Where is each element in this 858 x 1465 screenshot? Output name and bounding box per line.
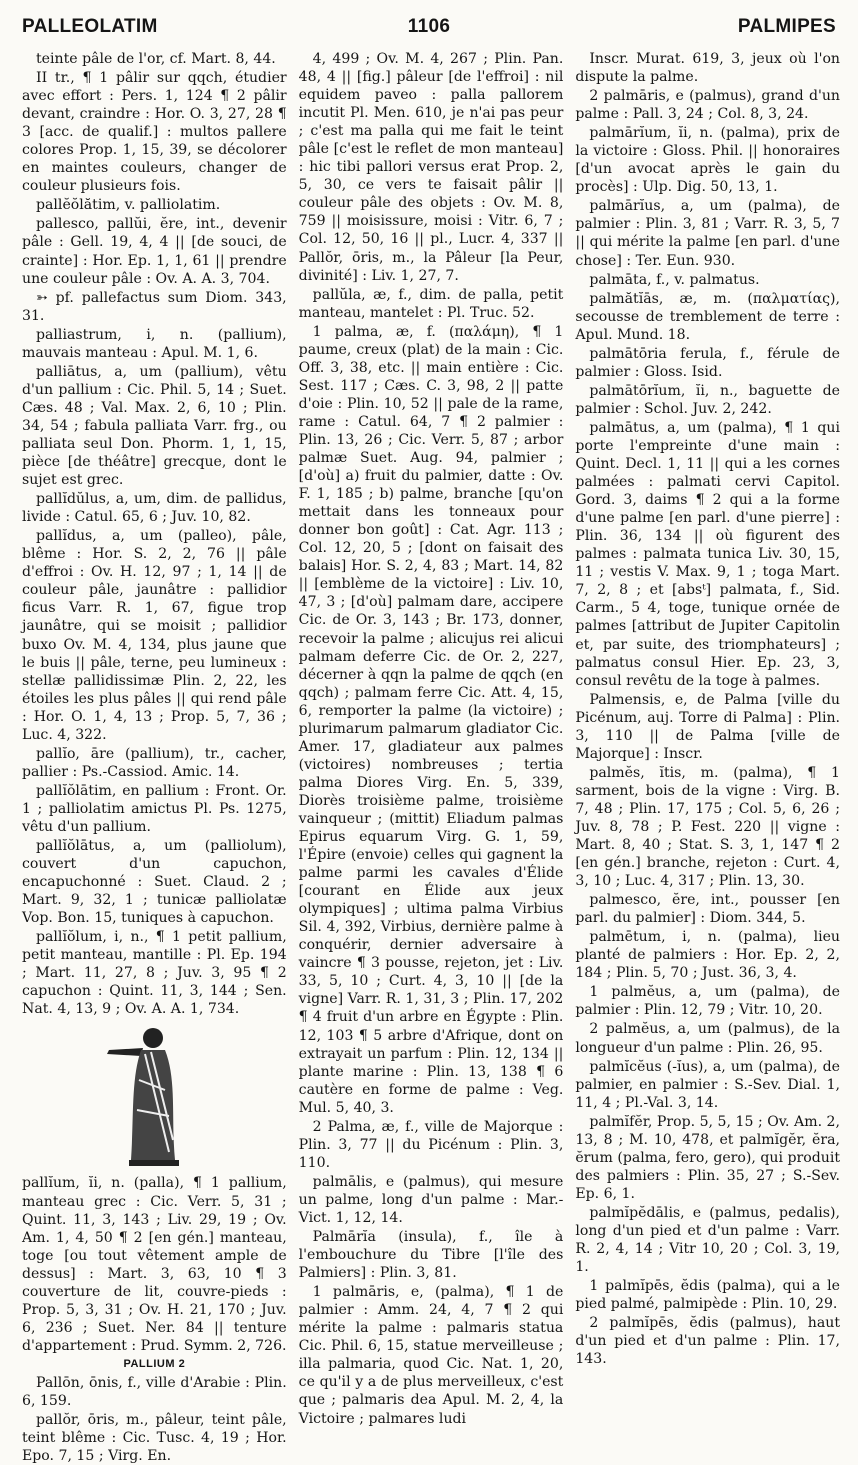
dictionary-entry: Palmensis, e, de Palma [ville du Picénum, auj. Torre di Palma] : Plin. 3, 110 || de Palma [ville de Majorque] : Inscr. — [575, 691, 841, 762]
dictionary-entry: 2 Palma, æ, f., ville de Majorque : Plin. 3, 77 || du Picénum : Plin. 3, 110. — [298, 1118, 564, 1171]
dictionary-entry: pallĭŏlātus, a, um (palliolum), couvert d'un capuchon, encapuchonné : Suet. Claud. 2 ; Mart. 9, 32, 1 ; tunicæ palliolatæ Vop. Bon. 15, tuniques à capuchon. — [22, 838, 287, 927]
dictionary-entry: pallĭŏlātim, en pallium : Front. Or. 1 ; palliolatim amictus Pl. Ps. 1275, vêtu d'un pallium. — [22, 782, 287, 835]
dictionary-entry: palmārĭum, ĭi, n. (palma), prix de la victoire : Gloss. Phil. || honoraires [d'un avocat après le gain du procès] : Ulp. Dig. 50, 13, 1. — [575, 125, 841, 196]
dictionary-entry: pallĭŏlum, i, n., ¶ 1 petit pallium, petit manteau, mantille : Pl. Ep. 194 ; Mart. 11, 27, 8 ; Juv. 3, 95 ¶ 2 capuchon : Quint. 11, 3, 144 ; Sen. Nat. 4, 13, 9 ; Ov. A. A. 1, 734. — [22, 929, 287, 1018]
dictionary-entry: II tr., ¶ 1 pâlir sur qqch, étudier avec effort : Pers. 1, 124 ¶ 2 pâlir devant, craindre : Hor. O. 3, 27, 28 ¶ 3 [acc. de qualif.] : multos pallere colores Prop. 1, 15, 39, se décolorer en maintes couleurs, changer de couleur plusieurs fois. — [22, 70, 287, 195]
dictionary-entry: pallĭdus, a, um (palleo), pâle, blême : Hor. S. 2, 2, 76 || pâle d'effroi : Ov. H. 12, 97 ; 1, 14 || de couleur pâle, jaunâtre : pallidior ficus Varr. R. 1, 67, figue trop jaunâtre, qui se moisit ; pallidior buxo Ov. M. 4, 134, plus jaune que le buis || pâle, terne, peu lumineux : stellæ pallidissimæ Plin. 2, 22, les étoiles les plus pâles || qui rend pâle : Hor. O. 1, 4, 13 ; Prop. 5, 7, 36 ; Luc. 4, 322. — [22, 528, 287, 743]
illustrated-entry — [22, 1020, 287, 1373]
header-left-guideword: PALLEOLATIM — [22, 16, 158, 37]
column-2 — [298, 50, 564, 1427]
running-header — [22, 14, 836, 40]
dictionary-entry: 2 palmĕus, a, um (palmus), de la longueur d'un palme : Plin. 26, 95. — [575, 1021, 841, 1056]
dictionary-entry: palmētum, i, n. (palma), lieu planté de palmiers : Hor. Ep. 2, 2, 184 ; Plin. 5, 70 ; Just. 36, 3, 4. — [575, 929, 841, 982]
dictionary-entry: 1 palmĭpēs, ĕdis (palma), qui a le pied palmé, palmipède : Plin. 10, 29. — [575, 1278, 841, 1313]
pallium-illustration — [22, 1020, 287, 1170]
dictionary-entry: 1 palma, æ, f. (παλάμη), ¶ 1 paume, creux (plat) de la main : Cic. Off. 3, 38, etc. || main entière : Cic. Sest. 117 ; Cæs. C. 3, 98, 2 || patte d'oie : Plin. 10, 52 || pale de la rame, rame : Catul. 64, 7 ¶ 2 palmier : Plin. 13, 26 ; Cic. Verr. 5, 87 ; arbor palmæ Suet. Aug. 94, palmier ; [d'où] a) fruit du palmier, datte : Ov. F. 1, 185 ; b) palme, branche [qu'on mettait dans les tonneaux pour donner bon goût] : Cat. Agr. 113 ; Col. 12, 20, 5 ; [dont on faisait des balais] Hor. S. 2, 4, 83 ; Mart. 14, 82 || [emblème de la victoire] : Liv. 10, 47, 3 ; [d'où] palmam dare, accipere Cic. de Or. 3, 143 ; Br. 173, donner, recevoir la palme ; alicujus rei alicui palmam deferre Cic. de Or. 2, 227, décerner à qqn la palme de qqch (en qqch) ; palmam ferre Cic. Att. 4, 15, 6, remporter la palme (la victoire) ; plurimarum palmarum gladiator Cic. Amer. 17, gladiateur aux palmes (victoires) nombreuses ; tertia palma Diores Virg. En. 5, 339, Diorès troisième palme, troisième vainqueur ; (mittit) Eliadum palmas Epirus equarum Virg. G. 1, 59, l'Épire (envoie) celles qui gagnent la palme parmi les cavales d'Élide [courant en Élide aux jeux olympiques] ; ultima palma Virbius Sil. 4, 392, Virbius, dernière palme à conquérir, dernier adversaire à vaincre ¶ 3 pousse, rejeton, jet : Liv. 33, 5, 10 ; Curt. 4, 3, 10 || [de la vigne] Varr. R. 1, 31, 3 ; Plin. 17, 202 ¶ 4 fruit d'un arbre en Égypte : Plin. 12, 103 ¶ 5 arbre d'Afrique, dont on extrayait un parfum : Plin. 12, 134 || plante marine : Plin. 13, 138 ¶ 6 cautère en forme de palme : Veg. Mul. 5, 40, 3. — [298, 323, 564, 1116]
toga-figure-icon — [79, 1020, 229, 1170]
dictionary-entry: palmĕs, ĭtis, m. (palma), ¶ 1 sarment, bois de la vigne : Virg. B. 7, 48 ; Plin. 17, 175 ; Col. 5, 6, 26 ; Juv. 8, 78 ; P. Fest. 220 || vigne : Mart. 8, 40 ; Stat. S. 3, 1, 147 ¶ 2 [en gén.] branche, rejeton : Curt. 4, 3, 10 ; Luc. 4, 317 ; Plin. 13, 30. — [575, 764, 841, 890]
dictionary-entry: 4, 499 ; Ov. M. 4, 267 ; Plin. Pan. 48, 4 || [fig.] pâleur [de l'effroi] : nil equidem paveo : palla pallorem incutit Pl. Men. 610, je n'ai pas peur ; c'est ma palla qui me fait le teint pâle [c'est le reflet de mon manteau] : hic tibi pallori versus erat Prop. 2, 5, 30, ce vers te faisait pâlir || couleur pâle des objets : Ov. M. 8, 759 || moisissure, moisi : Vitr. 6, 7 ; Col. 12, 50, 16 || pl., Lucr. 4, 337 || Pallŏr, ōris, m., la Pâleur [la Peur, divinité] : Liv. 1, 27, 7. — [298, 51, 564, 284]
dictionary-entry: Pallōn, ōnis, f., ville d'Arabie : Plin. 6, 159. — [22, 1375, 287, 1410]
illustration-caption: PALLIUM 2 — [123, 1357, 186, 1370]
column-3 — [575, 50, 841, 1368]
dictionary-entry: pallŏr, ōris, m., pâleur, teint pâle, teint blême : Cic. Tusc. 4, 19 ; Hor. Epo. 7, 15 ; Virg. En. — [22, 1412, 287, 1465]
dictionary-entry: 2 palmāris, e (palmus), grand d'un palme : Pall. 3, 24 ; Col. 8, 3, 24. — [575, 88, 841, 123]
header-right-guideword: PALMIPES — [737, 16, 836, 37]
dictionary-entry: palmātōria ferula, f., férule de palmier : Gloss. Isid. — [575, 345, 841, 380]
dictionary-entry: pallesco, pallŭi, ĕre, int., devenir pâle : Gell. 19, 4, 4 || [de souci, de crainte] : Hor. Ep. 1, 1, 61 || prendre une couleur pâle : Ov. A. A. 3, 704. — [22, 216, 287, 287]
dictionary-entry: 1 palmāris, e, (palma), ¶ 1 de palmier : Amm. 24, 4, 7 ¶ 2 qui mérite la palme : palmaris statua Cic. Phil. 6, 15, statue merveilleuse ; illa palmaria, quod Cic. Nat. 1, 20, ce qu'il y a de plus merveilleux, c'est que ; palmaris dea Apul. M. 2, 4, la Victoire ; palmares ludi — [298, 1284, 564, 1427]
dictionary-entry: palmĭcĕus (-ĭus), a, um (palma), de palmier, en palmier : S.-Sev. Dial. 1, 11, 4 ; Pl.-Val. 3, 14. — [575, 1058, 841, 1111]
dictionary-entry: pallŭla, æ, f., dim. de palla, petit manteau, mantelet : Pl. Truc. 52. — [298, 286, 564, 321]
dictionary-entry: palmătĭās, æ, m. (παλματίας), secousse de tremblement de terre : Apul. Mund. 18. — [575, 290, 841, 343]
illustrated-entry-text: pallĭum, ĭi, n. (palla), ¶ 1 pallium, manteau grec : Cic. Verr. 5, 31 ; Quint. 11, 3, 143 ; Liv. 29, 19 ; Ov. Am. 1, 4, 50 ¶ 2 [en gén.] manteau, toge [ou tout vêtement ample de dessus] : Mart. 3, 63, 10 ¶ 3 couverture de lit, couvre-pieds : Prop. 5, 3, 31 ; Ov. H. 21, 170 ; Juv. 6, 236 ; Suet. Ner. 84 || tenture d'appartement : Prud. Symm. 2, 726. — [22, 1175, 287, 1354]
dictionary-entry: 1 palmĕus, a, um (palma), de palmier : Plin. 12, 79 ; Vitr. 10, 20. — [575, 984, 841, 1019]
dictionary-entry: pallĭo, āre (pallium), tr., cacher, pallier : Ps.-Cassiod. Amic. 14. — [22, 745, 287, 780]
column-1 — [22, 50, 287, 1465]
dictionary-entry: ➳ pf. pallefactus sum Diom. 343, 31. — [22, 289, 287, 324]
dictionary-entry: palmāta, f., v. palmatus. — [589, 271, 760, 288]
dictionary-entry: palmālis, e (palmus), qui mesure un palme, long d'un palme : Mar.-Vict. 1, 12, 14. — [298, 1173, 564, 1226]
dictionary-entry: palmesco, ĕre, int., pousser [en parl. du palmier] : Diom. 344, 5. — [575, 892, 841, 927]
dictionary-entry: pallĭdŭlus, a, um, dim. de pallidus, livide : Catul. 65, 6 ; Juv. 10, 82. — [22, 491, 287, 526]
dictionary-entry: teinte pâle de l'or, cf. Mart. 8, 44. — [36, 51, 276, 67]
dictionary-entry: Inscr. Murat. 619, 3, jeux où l'on dispute la palme. — [575, 51, 841, 86]
dictionary-entry: palmārĭus, a, um (palma), de palmier : Plin. 3, 81 ; Varr. R. 3, 5, 7 || qui mérite la palme [en parl. d'une chose] : Ter. Eun. 930. — [575, 198, 841, 269]
dictionary-entry: palliātus, a, um (pallium), vêtu d'un pallium : Cic. Phil. 5, 14 ; Suet. Cæs. 48 ; Val. Max. 2, 6, 10 ; Plin. 34, 54 ; fabula palliata Varr. frg., ou palliata seul Don. Phorm. 1, 1, 15, pièce [de théâtre] grecque, dont le sujet est grec. — [22, 363, 287, 489]
dictionary-entry: palmĭpĕdālis, e (palmus, pedalis), long d'un pied et d'un palme : Varr. R. 2, 4, 14 ; Vitr 10, 20 ; Col. 3, 19, 1. — [575, 1204, 841, 1276]
dictionary-entry: palliastrum, i, n. (pallium), mauvais manteau : Apul. M. 1, 6. — [22, 326, 287, 361]
dictionary-entry: pallĕŏlătim, v. palliolatim. — [36, 197, 221, 214]
dictionary-entry: Palmārĭa (insula), f., île à l'embouchure du Tibre [l'île des Palmiers] : Plin. 3, 81. — [298, 1229, 564, 1282]
dictionary-entry: palmĭfĕr, Prop. 5, 5, 15 ; Ov. Am. 2, 13, 8 ; M. 10, 478, et palmĭgĕr, ĕra, ĕrum (palma, fero, gero), qui produit des palmiers : Plin. 35, 27 ; S.-Sev. Ep. 6, 1. — [575, 1113, 841, 1202]
dictionary-entry: palmātus, a, um (palma), ¶ 1 qui porte l'empreinte d'une main : Quint. Decl. 1, 11 || qui a les cornes palmées : palmati cervi Capitol. Gord. 3, daims ¶ 2 qui a la forme d'une palme [en parl. d'une pierre] : Plin. 36, 134 || où figurent des palmes : palmata tunica Liv. 30, 15, 11 ; vestis V. Max. 9, 1 ; toga Mart. 7, 2, 8 ; et [absᵗ] palmata, f., Sid. Carm., 5 4, toge, tunique ornée de palmes [attribut de Jupiter Capitolin et, par suite, des triomphateurs] ; palmatus consul Hier. Ep. 23, 3, consul revêtu de la toge à palmes. — [575, 419, 841, 689]
dictionary-entry: 2 palmĭpēs, ĕdis (palmus), haut d'un pied et d'un palme : Plin. 17, 143. — [575, 1315, 841, 1368]
page-number: 1106 — [407, 16, 451, 37]
dictionary-entry: palmātōrĭum, ĭi, n., baguette de palmier : Schol. Juv. 2, 242. — [575, 382, 841, 417]
text-columns — [22, 50, 841, 1465]
